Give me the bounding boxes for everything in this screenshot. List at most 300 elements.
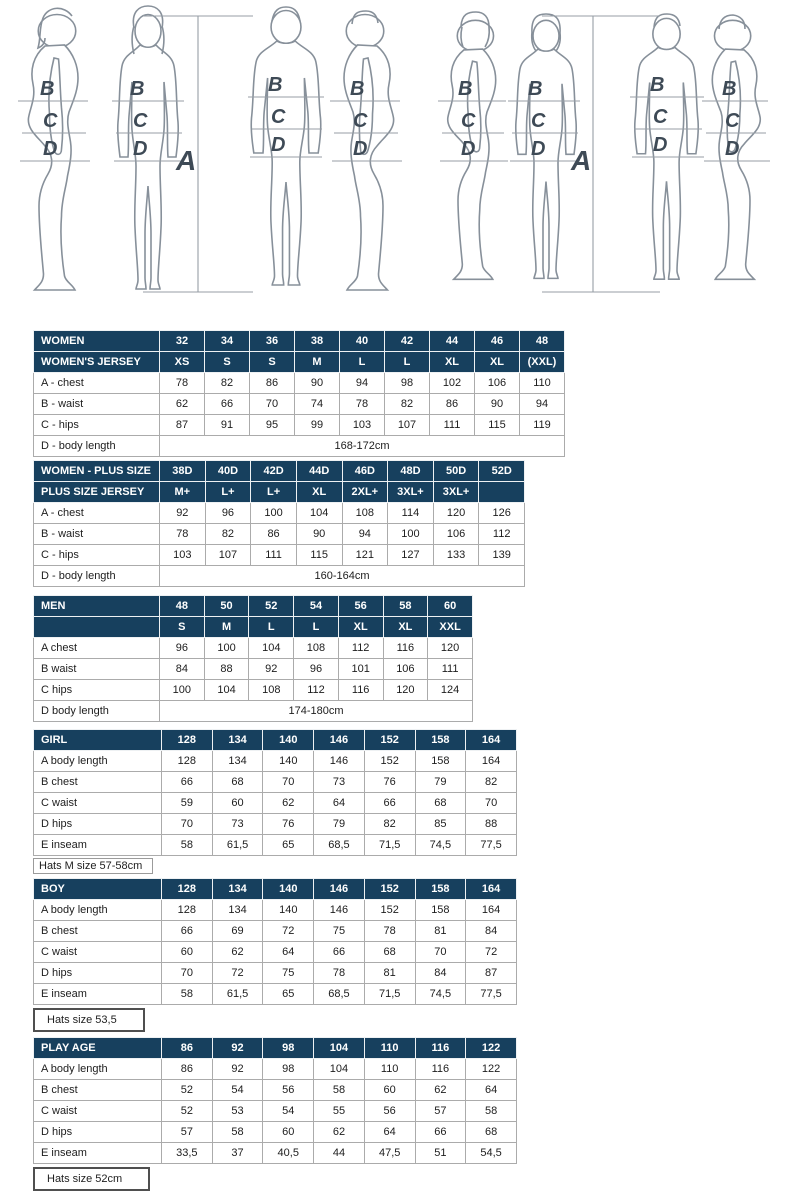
table-row <box>34 879 517 900</box>
value-cell: 133 <box>433 545 479 566</box>
value-cell: 88 <box>204 659 249 680</box>
girl-note-row <box>33 856 795 874</box>
value-cell: 82 <box>385 394 430 415</box>
size-header-cell: 32 <box>160 331 205 352</box>
value-cell: 100 <box>204 638 249 659</box>
measure-letter-b: B <box>528 78 543 100</box>
size-header-cell: S <box>160 617 205 638</box>
value-cell: 77,5 <box>466 835 517 856</box>
value-cell: 96 <box>160 638 205 659</box>
value-cell: 74,5 <box>415 835 466 856</box>
measure-letter-b: B <box>130 78 145 100</box>
size-header-cell: L+ <box>251 482 297 503</box>
row-label: A - chest <box>34 373 160 394</box>
measure-letter-d: D <box>271 134 286 156</box>
value-cell: 56 <box>364 1101 415 1122</box>
value-cell: 68 <box>466 1122 517 1143</box>
value-cell: 112 <box>294 680 339 701</box>
table-row <box>34 793 517 814</box>
value-cell: 119 <box>520 415 565 436</box>
table-row <box>34 1080 517 1101</box>
value-cell: 68,5 <box>314 835 365 856</box>
size-header-cell: 134 <box>212 879 263 900</box>
size-header-cell: 146 <box>314 879 365 900</box>
size-header-cell: (XXL) <box>520 352 565 373</box>
size-header-cell: 152 <box>364 879 415 900</box>
value-cell: 66 <box>314 942 365 963</box>
table-row <box>34 659 473 680</box>
size-header-cell: 46 <box>475 331 520 352</box>
row-label: WOMEN'S JERSEY <box>34 352 160 373</box>
size-header-cell: 158 <box>415 879 466 900</box>
value-cell: 70 <box>263 772 314 793</box>
value-cell: 78 <box>340 394 385 415</box>
value-cell: 64 <box>263 942 314 963</box>
table-row <box>34 701 473 722</box>
table-row <box>34 394 565 415</box>
measure-letter-c: C <box>43 110 58 132</box>
value-cell: 164 <box>466 751 517 772</box>
size-header-cell: M <box>204 617 249 638</box>
value-cell: 68 <box>415 793 466 814</box>
table-row <box>34 331 565 352</box>
measure-letter-b: B <box>650 74 665 96</box>
size-header-cell: 128 <box>162 879 213 900</box>
value-cell: 108 <box>249 680 294 701</box>
table-row <box>34 1122 517 1143</box>
value-cell: 57 <box>415 1101 466 1122</box>
row-label: BOY <box>34 879 162 900</box>
table-row <box>34 900 517 921</box>
measure-letter-b: B <box>350 78 365 100</box>
value-cell: 73 <box>212 814 263 835</box>
value-cell: 103 <box>160 545 206 566</box>
size-header-cell: 56 <box>338 596 383 617</box>
measure-letter-d: D <box>133 138 148 160</box>
row-label: B - waist <box>34 524 160 545</box>
row-label: D - body length <box>34 566 160 587</box>
size-header-cell: XXL <box>428 617 473 638</box>
value-cell: 134 <box>212 900 263 921</box>
value-cell: 107 <box>205 545 251 566</box>
value-cell: 69 <box>212 921 263 942</box>
row-label: C hips <box>34 680 160 701</box>
size-header-cell: L <box>340 352 385 373</box>
value-cell: 114 <box>388 503 434 524</box>
value-cell: 96 <box>294 659 339 680</box>
size-header-cell: 38 <box>295 331 340 352</box>
table-row <box>34 942 517 963</box>
value-cell: 66 <box>415 1122 466 1143</box>
value-cell: 128 <box>162 900 213 921</box>
value-cell: 107 <box>385 415 430 436</box>
value-cell: 99 <box>295 415 340 436</box>
value-cell: 65 <box>263 984 314 1005</box>
value-cell: 77,5 <box>466 984 517 1005</box>
measure-letter-c: C <box>653 106 668 128</box>
row-label: PLAY AGE <box>34 1038 162 1059</box>
value-cell: 62 <box>263 793 314 814</box>
value-cell: 96 <box>205 503 251 524</box>
value-cell: 47,5 <box>364 1143 415 1164</box>
value-cell: 121 <box>342 545 388 566</box>
value-cell: 84 <box>160 659 205 680</box>
value-cell: 104 <box>249 638 294 659</box>
body-figures-illustration <box>0 0 795 318</box>
value-cell: 152 <box>364 751 415 772</box>
value-cell: 116 <box>338 680 383 701</box>
size-header-cell: 134 <box>212 730 263 751</box>
size-header-cell: S <box>250 352 295 373</box>
value-cell: 84 <box>466 921 517 942</box>
value-cell: 66 <box>364 793 415 814</box>
row-label: D hips <box>34 814 162 835</box>
row-label: E inseam <box>34 1143 162 1164</box>
size-header-cell: 158 <box>415 730 466 751</box>
size-header-cell: XS <box>160 352 205 373</box>
row-label: GIRL <box>34 730 162 751</box>
table-row <box>34 984 517 1005</box>
size-header-cell: 52D <box>479 461 525 482</box>
value-cell: 111 <box>251 545 297 566</box>
row-label: WOMEN <box>34 331 160 352</box>
size-header-cell: XL <box>475 352 520 373</box>
value-cell: 103 <box>340 415 385 436</box>
value-cell: 61,5 <box>212 984 263 1005</box>
value-cell: 94 <box>342 524 388 545</box>
value-cell: 71,5 <box>364 984 415 1005</box>
value-cell: 76 <box>263 814 314 835</box>
value-cell: 40,5 <box>263 1143 314 1164</box>
value-cell: 52 <box>162 1080 213 1101</box>
row-label: E inseam <box>34 984 162 1005</box>
value-cell: 51 <box>415 1143 466 1164</box>
table-row <box>34 638 473 659</box>
woman-front-figure <box>118 6 179 289</box>
measure-letter-b: B <box>268 74 283 96</box>
value-cell: 62 <box>212 942 263 963</box>
value-cell: 102 <box>430 373 475 394</box>
value-cell: 127 <box>388 545 434 566</box>
boy-size-table <box>33 878 517 1005</box>
row-label: WOMEN - PLUS SIZE <box>34 461 160 482</box>
size-header-cell: 3XL+ <box>433 482 479 503</box>
measure-letter-d: D <box>461 138 476 160</box>
size-header-cell: L+ <box>205 482 251 503</box>
size-header-cell: 36 <box>250 331 295 352</box>
size-header-cell: L <box>249 617 294 638</box>
size-header-cell: 48D <box>388 461 434 482</box>
value-cell: 58 <box>212 1122 263 1143</box>
man-side-figure <box>344 11 394 290</box>
measurement-diagram <box>0 0 795 318</box>
row-label: B chest <box>34 772 162 793</box>
row-label: MEN <box>34 596 160 617</box>
value-cell: 86 <box>250 373 295 394</box>
table-row <box>34 1101 517 1122</box>
value-cell: 116 <box>383 638 428 659</box>
table-row <box>34 772 517 793</box>
value-cell: 56 <box>263 1080 314 1101</box>
value-cell: 81 <box>415 921 466 942</box>
value-cell: 111 <box>428 659 473 680</box>
value-cell: 73 <box>314 772 365 793</box>
table-row <box>34 461 525 482</box>
measure-letter-c: C <box>461 110 476 132</box>
size-header-cell: 128 <box>162 730 213 751</box>
value-cell: 72 <box>212 963 263 984</box>
row-label: B waist <box>34 659 160 680</box>
size-header-cell: 42 <box>385 331 430 352</box>
value-cell: 146 <box>314 900 365 921</box>
table-row <box>34 730 517 751</box>
size-header-cell: 92 <box>212 1038 263 1059</box>
size-header-cell: 164 <box>466 879 517 900</box>
size-header-cell: 2XL+ <box>342 482 388 503</box>
value-cell: 91 <box>205 415 250 436</box>
value-cell: 78 <box>160 524 206 545</box>
value-cell: 70 <box>250 394 295 415</box>
measure-letter-d: D <box>653 134 668 156</box>
value-cell: 62 <box>415 1080 466 1101</box>
value-cell: 79 <box>314 814 365 835</box>
value-cell: 101 <box>338 659 383 680</box>
value-cell: 70 <box>162 814 213 835</box>
value-cell: 72 <box>263 921 314 942</box>
value-cell: 64 <box>364 1122 415 1143</box>
value-cell: 72 <box>466 942 517 963</box>
measure-letter-c: C <box>353 110 368 132</box>
value-cell: 100 <box>251 503 297 524</box>
value-cell: 158 <box>415 900 466 921</box>
row-label <box>34 617 160 638</box>
measure-letter-b: B <box>40 78 55 100</box>
value-cell: 60 <box>162 942 213 963</box>
value-cell: 55 <box>314 1101 365 1122</box>
value-cell: 74,5 <box>415 984 466 1005</box>
value-cell: 58 <box>162 835 213 856</box>
size-header-cell: M <box>295 352 340 373</box>
value-cell: 104 <box>204 680 249 701</box>
value-cell: 82 <box>364 814 415 835</box>
row-label: C waist <box>34 793 162 814</box>
table-row <box>34 1059 517 1080</box>
value-cell: 54,5 <box>466 1143 517 1164</box>
value-cell: 115 <box>296 545 342 566</box>
men-size-table <box>33 595 473 722</box>
value-cell: 90 <box>296 524 342 545</box>
size-header-cell: 98 <box>263 1038 314 1059</box>
row-label: A body length <box>34 1059 162 1080</box>
value-cell: 128 <box>162 751 213 772</box>
size-header-cell: 164 <box>466 730 517 751</box>
value-cell: 146 <box>314 751 365 772</box>
value-cell: 59 <box>162 793 213 814</box>
table-row <box>34 545 525 566</box>
size-header-cell: S <box>205 352 250 373</box>
value-cell: 104 <box>314 1059 365 1080</box>
value-cell: 82 <box>466 772 517 793</box>
value-cell: 70 <box>415 942 466 963</box>
value-cell: 98 <box>385 373 430 394</box>
size-header-cell: 42D <box>251 461 297 482</box>
value-cell: 140 <box>263 900 314 921</box>
row-label: C - hips <box>34 415 160 436</box>
size-header-cell: 50 <box>204 596 249 617</box>
size-header-cell: 34 <box>205 331 250 352</box>
value-cell: 86 <box>430 394 475 415</box>
row-label: A body length <box>34 900 162 921</box>
value-cell: 58 <box>314 1080 365 1101</box>
boy-note-row <box>33 1005 795 1032</box>
value-cell: 75 <box>263 963 314 984</box>
table-row <box>34 963 517 984</box>
value-cell: 76 <box>364 772 415 793</box>
size-header-cell: 104 <box>314 1038 365 1059</box>
value-cell: 95 <box>250 415 295 436</box>
size-header-cell: L <box>294 617 339 638</box>
value-cell: 87 <box>466 963 517 984</box>
size-header-cell: 116 <box>415 1038 466 1059</box>
span-value-cell: 174-180cm <box>160 701 473 722</box>
measure-letter-b: B <box>722 78 737 100</box>
row-label: E inseam <box>34 835 162 856</box>
span-value-cell: 160-164cm <box>160 566 525 587</box>
row-label: B chest <box>34 921 162 942</box>
table-row <box>34 921 517 942</box>
girl-size-table <box>33 729 517 856</box>
value-cell: 108 <box>294 638 339 659</box>
size-header-cell: 140 <box>263 879 314 900</box>
girl-hats-note: Hats M size 57-58cm <box>33 858 153 874</box>
value-cell: 60 <box>364 1080 415 1101</box>
value-cell: 115 <box>475 415 520 436</box>
measure-letter-c: C <box>725 110 740 132</box>
value-cell: 140 <box>263 751 314 772</box>
value-cell: 58 <box>466 1101 517 1122</box>
size-header-cell: 60 <box>428 596 473 617</box>
table-row <box>34 617 473 638</box>
size-header-cell <box>479 482 525 503</box>
value-cell: 75 <box>314 921 365 942</box>
value-cell: 82 <box>205 373 250 394</box>
value-cell: 84 <box>415 963 466 984</box>
value-cell: 92 <box>160 503 206 524</box>
size-header-cell: XL <box>338 617 383 638</box>
value-cell: 58 <box>162 984 213 1005</box>
value-cell: 61,5 <box>212 835 263 856</box>
value-cell: 86 <box>162 1059 213 1080</box>
size-header-cell: XL <box>383 617 428 638</box>
value-cell: 66 <box>205 394 250 415</box>
row-label: C - hips <box>34 545 160 566</box>
row-label: C waist <box>34 942 162 963</box>
size-header-cell: M+ <box>160 482 206 503</box>
value-cell: 134 <box>212 751 263 772</box>
value-cell: 68 <box>212 772 263 793</box>
size-header-cell: 40 <box>340 331 385 352</box>
value-cell: 92 <box>249 659 294 680</box>
value-cell: 62 <box>314 1122 365 1143</box>
row-label: B chest <box>34 1080 162 1101</box>
value-cell: 68 <box>364 942 415 963</box>
value-cell: 70 <box>466 793 517 814</box>
value-cell: 81 <box>364 963 415 984</box>
row-label: B - waist <box>34 394 160 415</box>
size-header-cell: 48 <box>520 331 565 352</box>
table-row <box>34 835 517 856</box>
table-row <box>34 373 565 394</box>
value-cell: 37 <box>212 1143 263 1164</box>
value-cell: 106 <box>433 524 479 545</box>
value-cell: 124 <box>428 680 473 701</box>
value-cell: 122 <box>466 1059 517 1080</box>
size-header-cell: 140 <box>263 730 314 751</box>
play-age-note-row <box>33 1164 795 1191</box>
value-cell: 98 <box>263 1059 314 1080</box>
span-value-cell: 168-172cm <box>160 436 565 457</box>
boy-hats-note: Hats size 53,5 <box>33 1008 145 1032</box>
size-header-cell: 44D <box>296 461 342 482</box>
row-label: D hips <box>34 1122 162 1143</box>
table-row <box>34 680 473 701</box>
value-cell: 126 <box>479 503 525 524</box>
girl-front-figure <box>516 14 577 278</box>
women-size-table <box>33 330 565 457</box>
value-cell: 60 <box>212 793 263 814</box>
value-cell: 78 <box>160 373 205 394</box>
value-cell: 66 <box>162 921 213 942</box>
measure-letter-a: A <box>571 145 592 176</box>
value-cell: 104 <box>296 503 342 524</box>
value-cell: 116 <box>415 1059 466 1080</box>
size-header-cell: XL <box>296 482 342 503</box>
value-cell: 70 <box>162 963 213 984</box>
size-header-cell: 3XL+ <box>388 482 434 503</box>
measure-letter-c: C <box>271 106 286 128</box>
value-cell: 62 <box>160 394 205 415</box>
value-cell: 152 <box>364 900 415 921</box>
row-label: A chest <box>34 638 160 659</box>
value-cell: 54 <box>212 1080 263 1101</box>
value-cell: 86 <box>251 524 297 545</box>
table-row <box>34 415 565 436</box>
value-cell: 108 <box>342 503 388 524</box>
value-cell: 53 <box>212 1101 263 1122</box>
value-cell: 120 <box>428 638 473 659</box>
row-label: D body length <box>34 701 160 722</box>
value-cell: 68,5 <box>314 984 365 1005</box>
value-cell: 111 <box>430 415 475 436</box>
value-cell: 139 <box>479 545 525 566</box>
size-header-cell: 122 <box>466 1038 517 1059</box>
value-cell: 82 <box>205 524 251 545</box>
value-cell: 110 <box>520 373 565 394</box>
value-cell: 74 <box>295 394 340 415</box>
size-header-cell: 40D <box>205 461 251 482</box>
row-label: A - chest <box>34 503 160 524</box>
measure-letter-d: D <box>43 138 58 160</box>
size-header-cell: 54 <box>294 596 339 617</box>
value-cell: 112 <box>479 524 525 545</box>
measure-letter-d: D <box>531 138 546 160</box>
size-header-cell: XL <box>430 352 475 373</box>
measure-letter-a: A <box>176 145 197 176</box>
value-cell: 106 <box>383 659 428 680</box>
measure-letter-b: B <box>458 78 473 100</box>
measure-letter-d: D <box>725 138 740 160</box>
value-cell: 100 <box>160 680 205 701</box>
